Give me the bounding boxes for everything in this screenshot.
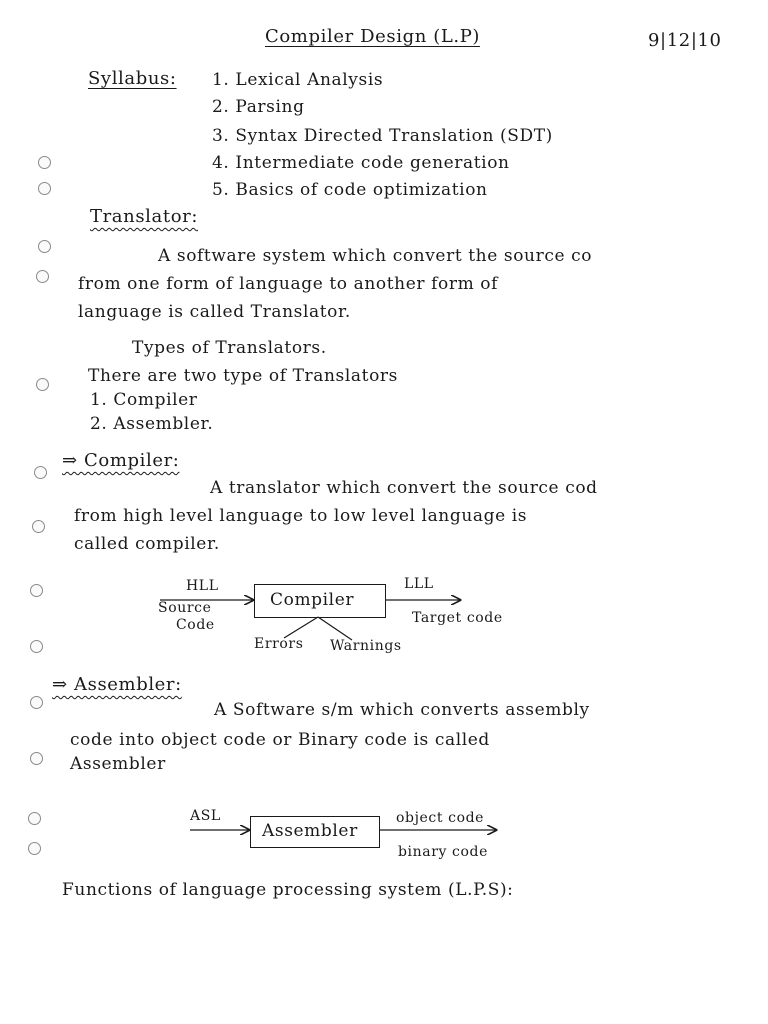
diagram-input-label: Source (158, 600, 212, 616)
translator-line: language is called Translator. (78, 302, 351, 322)
syllabus-label: Syllabus: (88, 68, 177, 89)
type-item: 2. Assembler. (90, 414, 214, 434)
page-date: 9|12|10 (648, 30, 722, 51)
type-item: 1. Compiler (90, 390, 198, 410)
assembler-line: A Software s/m which converts assembly (214, 700, 590, 720)
assembler-box-label: Assembler (262, 821, 358, 841)
page-title: Compiler Design (L.P) (265, 26, 481, 47)
diagram-errors: Errors (254, 636, 304, 652)
diagram-output-label: Target code (412, 610, 503, 626)
translator-heading: Translator: (90, 206, 198, 227)
translator-line: from one form of language to another form of (78, 274, 499, 294)
diagram-warnings: Warnings (330, 638, 402, 654)
assembler-line: Assembler (70, 754, 166, 774)
assembler-heading: ⇒ Assembler: (52, 674, 182, 695)
compiler-box-label: Compiler (270, 590, 355, 610)
compiler-line: from high level language to low level language is (74, 506, 528, 526)
syllabus-item: 2. Parsing (212, 97, 305, 117)
syllabus-item: 1. Lexical Analysis (212, 70, 384, 90)
types-intro: There are two type of Translators (88, 366, 398, 386)
errors-line (284, 617, 318, 638)
asm-diagram-output: binary code (398, 844, 488, 860)
translator-line: A software system which convert the source co (158, 246, 593, 266)
diagram-output-top: LLL (404, 576, 434, 592)
diagram-input-label: Code (176, 617, 215, 633)
asm-diagram-input: ASL (190, 808, 221, 824)
syllabus-item: 5. Basics of code optimization (212, 180, 488, 200)
compiler-line: called compiler. (74, 534, 220, 554)
compiler-line: A translator which convert the source cod (210, 478, 598, 498)
footer-line: Functions of language processing system (L.P.S): (62, 880, 514, 900)
asm-diagram-output: object code (396, 810, 485, 826)
assembler-line: code into object code or Binary code is called (70, 730, 490, 750)
warnings-line (318, 617, 352, 640)
types-heading: Types of Translators. (132, 338, 327, 358)
diagram-input-top: HLL (186, 578, 219, 594)
syllabus-item: 3. Syntax Directed Translation (SDT) (212, 126, 553, 146)
syllabus-item: 4. Intermediate code generation (212, 153, 510, 173)
compiler-heading: ⇒ Compiler: (62, 450, 180, 471)
